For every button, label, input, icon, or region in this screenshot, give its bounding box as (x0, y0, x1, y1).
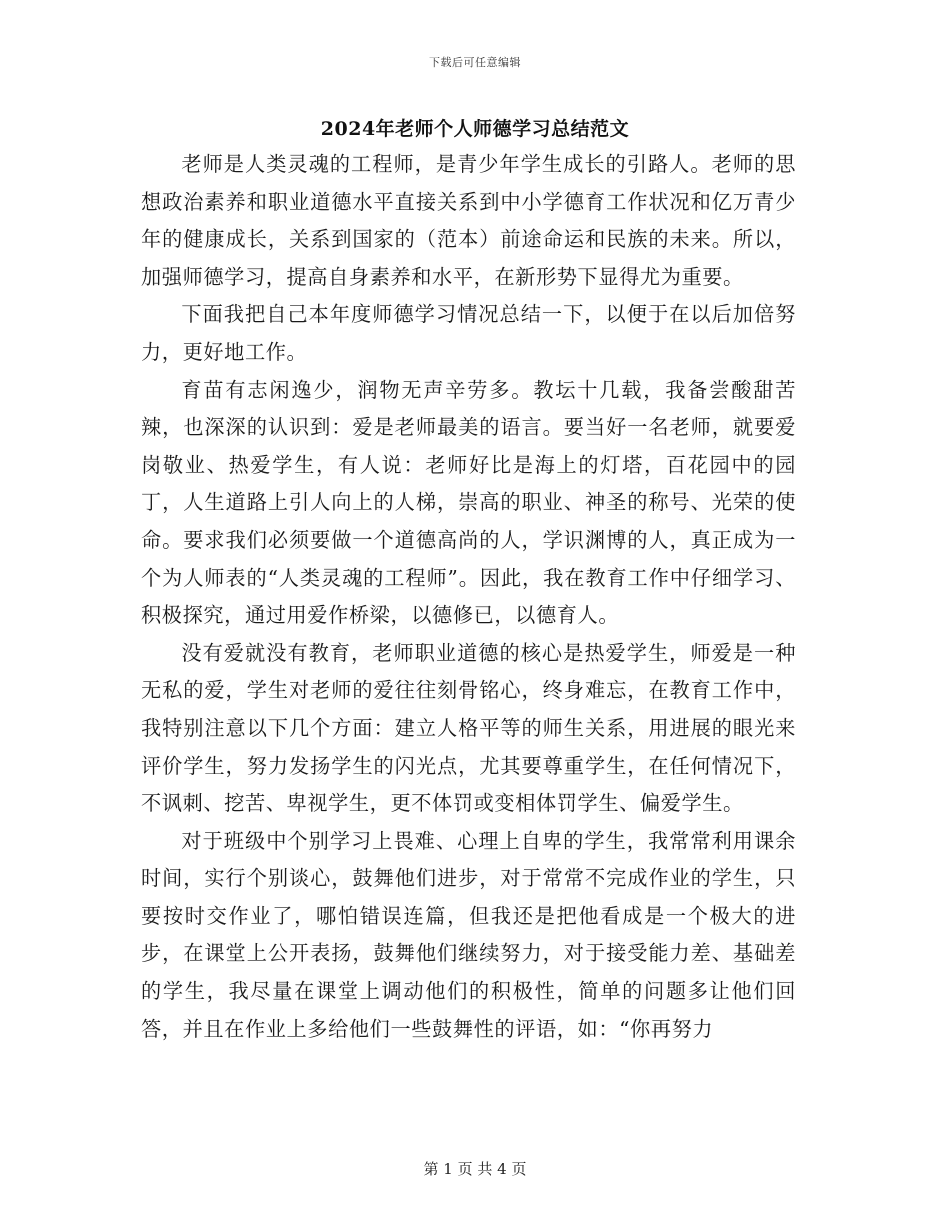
paragraph-2: 下面我把自己本年度师德学习情况总结一下，以便于在以后加倍努力，更好地工作。 (141, 302, 796, 364)
header-note: 下载后可任意编辑 (429, 56, 521, 69)
document-title: 2024年老师个人师德学习总结范文 (320, 118, 630, 140)
document-body (141, 146, 796, 1048)
paragraph-1: 老师是人类灵魂的工程师，是青少年学生成长的引路人。老师的思想政治素养和职业道德水平直接关系到中小学德育工作状况和亿万青少年的健康成长，关系到国家的（范本）前途命运和民族的未来。所以，加强师德学习，提高自身素养和水平，在新形势下显得尤为重要。 (141, 152, 796, 289)
paragraph-5: 对于班级中个别学习上畏难、心理上自卑的学生，我常常利用课余时间，实行个别谈心，鼓舞他们进步，对于常常不完成作业的学生，只要按时交作业了，哪怕错误连篇，但我还是把他看成是一个极大的进步，在课堂上公开表扬，鼓舞他们继续努力，对于接受能力差、基础差的学生，我尽量在课堂上调动他们的积极性，简单的问题多让他们回答，并且在作业上多给他们一些鼓舞性的评语，如：“你再努力 (141, 828, 796, 1041)
page-footer: 第 1 页 共 4 页 (423, 1160, 527, 1178)
paragraph-4: 没有爱就没有教育，老师职业道德的核心是热爱学生，师爱是一种无私的爱，学生对老师的爱往往刻骨铭心，终身难忘，在教育工作中，我特别注意以下几个方面：建立人格平等的师生关系，用进展的眼光来评价学生，努力发扬学生的闪光点，尤其要尊重学生，在任何情况下，不讽刺、挖苦、卑视学生，更不体罚或变相体罚学生、偏爱学生。 (141, 640, 796, 816)
paragraph-3: 育苗有志闲逸少，润物无声辛劳多。教坛十几载，我备尝酸甜苦辣，也深深的认识到：爱是老师最美的语言。要当好一名老师，就要爱岗敬业、热爱学生，有人说：老师好比是海上的灯塔，百花园中的园丁，人生道路上引人向上的人梯，崇高的职业、神圣的称号、光荣的使命。要求我们必须要做一个道德高尚的人，学识渊博的人，真正成为一个为人师表的“人类灵魂的工程师”。因此，我在教育工作中仔细学习、积极探究，通过用爱作桥梁，以德修已，以德育人。 (141, 377, 796, 628)
